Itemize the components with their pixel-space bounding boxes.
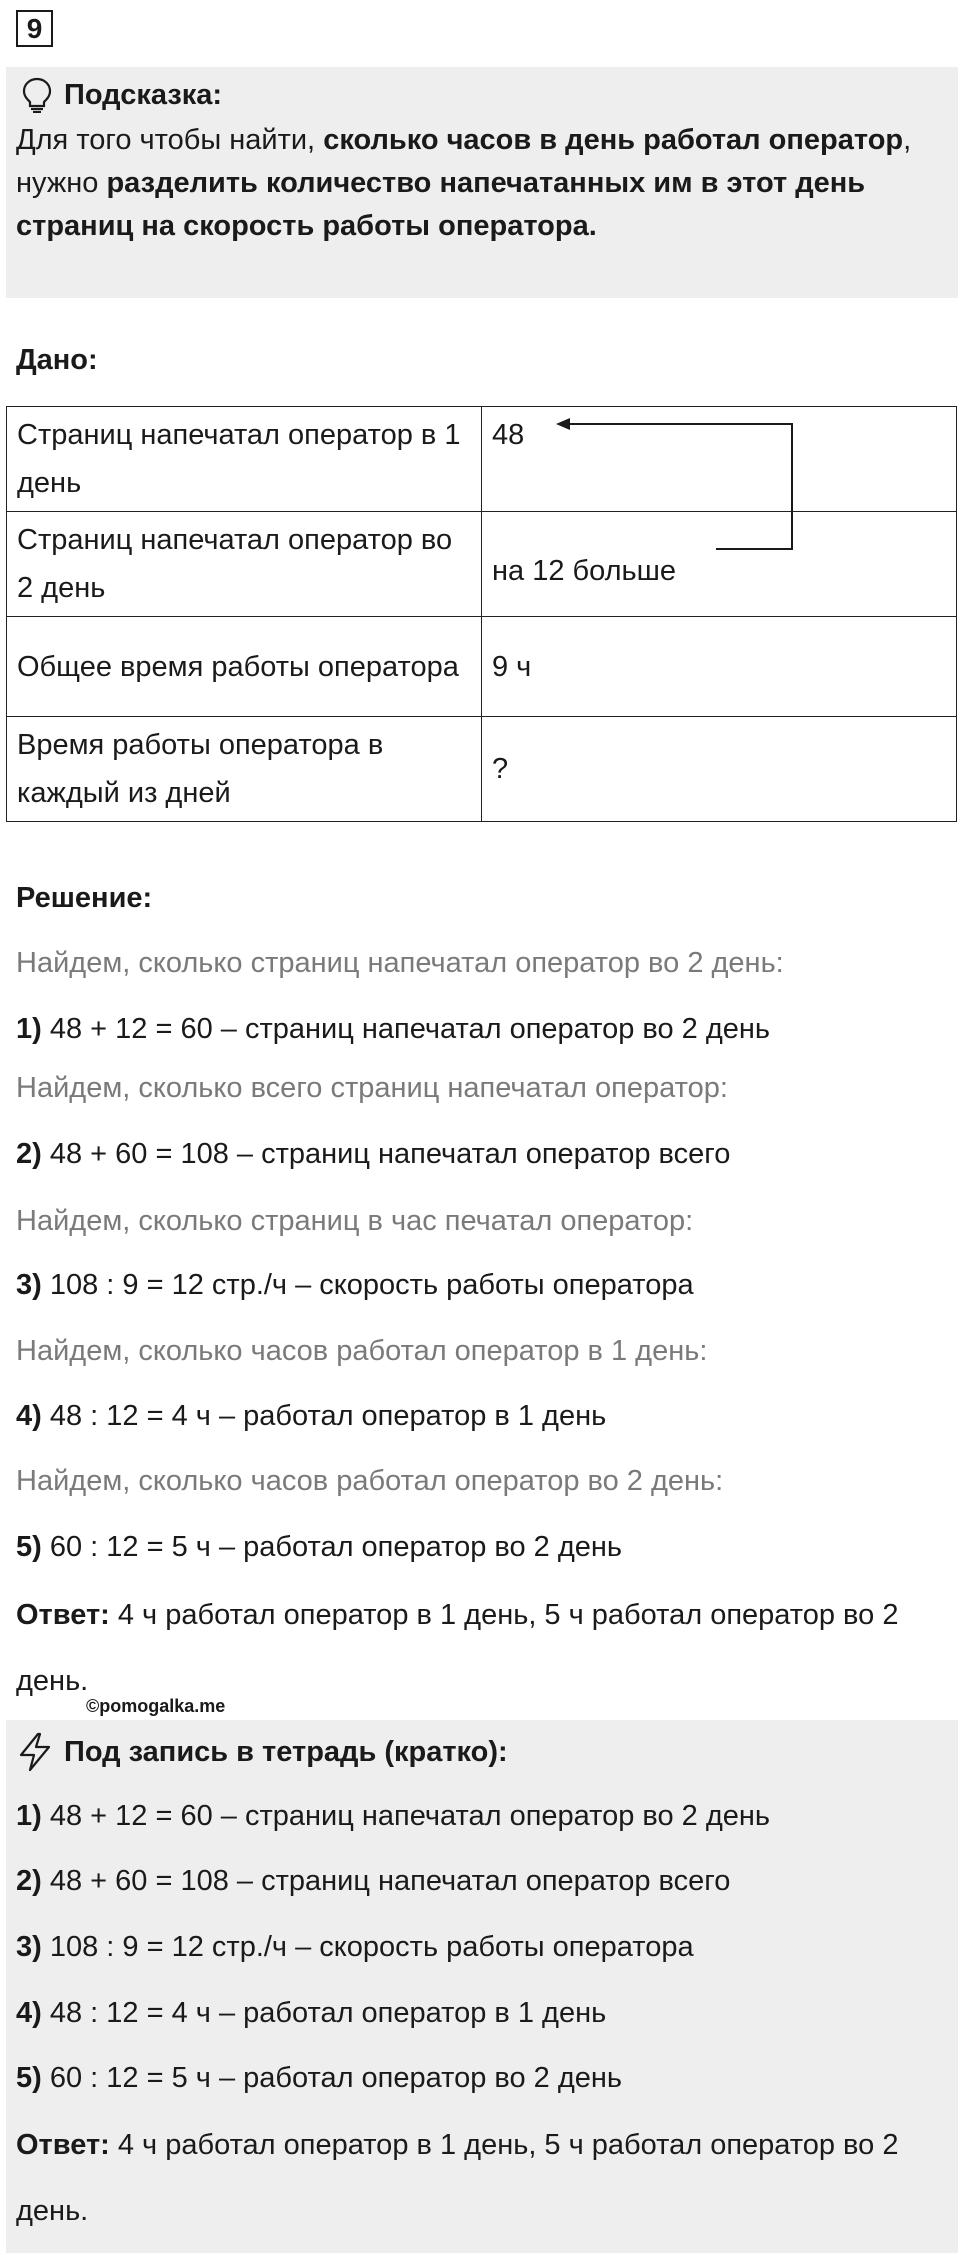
- table-row: [7, 512, 957, 617]
- lightbulb-icon: [20, 77, 54, 113]
- solution-title: Решение:: [16, 882, 153, 914]
- hint-text: Для того чтобы найти, сколько часов в день работал оператор, нужно разделить количество напечатанных им в этот день страниц на скорость работы оператора.: [16, 124, 912, 242]
- solution-comment: Найдем, сколько страниц в час печатал оператор:: [16, 1205, 694, 1237]
- hint-title: Подсказка:: [64, 78, 223, 111]
- lightning-icon: [16, 1732, 54, 1772]
- notes-title: Под запись в тетрадь (кратко):: [64, 1735, 508, 1768]
- solution-step: 5) 60 : 12 = 5 ч – работал оператор во 2 день: [16, 1531, 623, 1563]
- given-label: Время работы оператора в каждый из дней: [7, 717, 482, 822]
- given-label: Страниц напечатал оператор в 1 день: [7, 407, 482, 512]
- table-row: [7, 717, 957, 822]
- notes-step: 1) 48 + 12 = 60 – страниц напечатал оператор во 2 день: [16, 1800, 771, 1832]
- task-number: 9: [16, 10, 53, 47]
- solution-comment: Найдем, сколько всего страниц напечатал оператор:: [16, 1072, 728, 1104]
- solution-comment: Найдем, сколько часов работал оператор в 1 день:: [16, 1335, 708, 1367]
- given-title: Дано:: [16, 344, 98, 376]
- notes-step: 2) 48 + 60 = 108 – страниц напечатал оператор всего: [16, 1865, 731, 1897]
- solution-comment: Найдем, сколько часов работал оператор во 2 день:: [16, 1465, 724, 1497]
- notes-answer: Ответ: 4 ч работал оператор в 1 день, 5 ч работал оператор во 2 день.: [16, 2129, 899, 2227]
- table-row: [7, 407, 957, 512]
- watermark: ©pomogalka.me: [86, 1696, 226, 1716]
- notes-step: 5) 60 : 12 = 5 ч – работал оператор во 2 день: [16, 2062, 623, 2094]
- notes-step: 4) 48 : 12 = 4 ч – работал оператор в 1 день: [16, 1997, 607, 2029]
- hint-box: [6, 67, 958, 298]
- given-value: 9 ч: [482, 617, 957, 717]
- given-value: на 12 больше: [482, 512, 957, 617]
- solution-comment: Найдем, сколько страниц напечатал оператор во 2 день:: [16, 947, 784, 979]
- hint-header: [16, 75, 948, 115]
- solution-step: 3) 108 : 9 = 12 стр./ч – скорость работы оператора: [16, 1269, 694, 1301]
- solution-step: 4) 48 : 12 = 4 ч – работал оператор в 1 день: [16, 1400, 607, 1432]
- solution-step: 1) 48 + 12 = 60 – страниц напечатал оператор во 2 день: [16, 1013, 771, 1045]
- notes-header: [16, 1732, 508, 1772]
- given-label: Общее время работы оператора: [7, 617, 482, 717]
- notes-step: 3) 108 : 9 = 12 стр./ч – скорость работы оператора: [16, 1931, 694, 1963]
- given-value: 48: [482, 407, 957, 512]
- solution-answer: Ответ: 4 ч работал оператор в 1 день, 5 ч работал оператор во 2 день.: [16, 1599, 899, 1697]
- given-table: [6, 406, 957, 822]
- solution-step: 2) 48 + 60 = 108 – страниц напечатал оператор всего: [16, 1138, 731, 1170]
- given-value: ?: [482, 717, 957, 822]
- table-row: [7, 617, 957, 717]
- given-label: Страниц напечатал оператор во 2 день: [7, 512, 482, 617]
